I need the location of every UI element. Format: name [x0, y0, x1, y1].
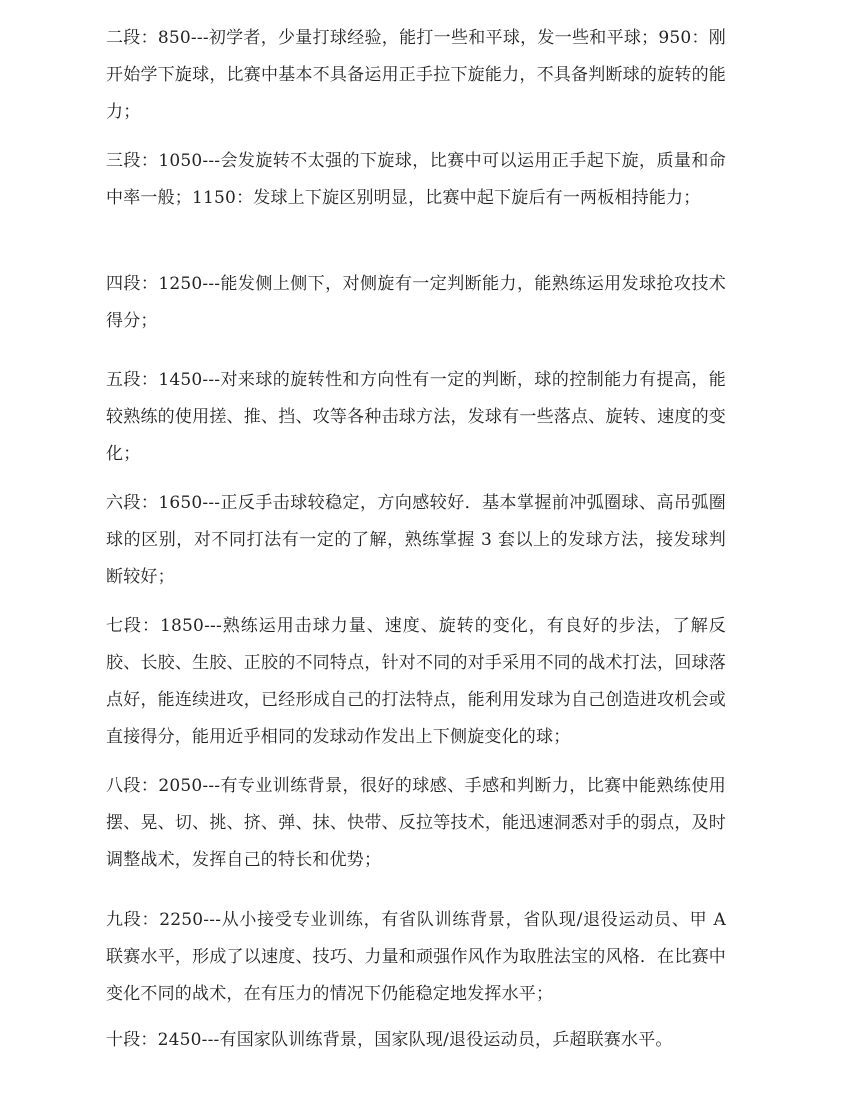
- level-6-description: 六段：1650---正反手击球较稳定，方向感较好．基本掌握前冲弧圈球、高吊弧圈球的区别，对不同打法有一定的了解，熟练掌握 3 套以上的发球方法，接发球判断较好；: [106, 493, 726, 587]
- level-7-description: 七段：1850---熟练运用击球力量、速度、旋转的变化，有良好的步法，了解反胶、长胶、生胶、正胶的不同特点，针对不同的对手采用不同的战术打法，回球落点好，能连续进攻，已经形成自己的打法特点，能利用发球为自己创造进攻机会或直接得分，能用近乎相同的发球动作发出上下侧旋变化的球；: [106, 616, 726, 747]
- level-9-description: 九段：2250---从小接受专业训练，有省队训练背景，省队现/退役运动员、甲 A 联赛水平，形成了以速度、技巧、力量和顽强作风作为取胜法宝的风格．在比赛中变化不同的战术，在有压力的情况下仍能稳定地发挥水平；: [106, 910, 726, 1004]
- level-5-description: 五段：1450---对来球的旋转性和方向性有一定的判断，球的控制能力有提高，能较熟练的使用搓、推、挡、攻等各种击球方法，发球有一些落点、旋转、速度的变化；: [106, 370, 726, 464]
- level-3-description: 三段：1050---会发旋转不太强的下旋球，比赛中可以运用正手起下旋，质量和命中率一般；1150：发球上下旋区别明显，比赛中起下旋后有一两板相持能力；: [106, 151, 726, 208]
- level-8-description: 八段：2050---有专业训练背景，很好的球感、手感和判断力，比赛中能熟练使用摆、晃、切、挑、挤、弹、抹、快带、反拉等技术，能迅速洞悉对手的弱点，及时调整战术，发挥自己的特长和优势；: [106, 776, 726, 870]
- level-2-description: 二段：850---初学者，少量打球经验，能打一些和平球，发一些和平球；950：刚开始学下旋球，比赛中基本不具备运用正手拉下旋能力，不具备判断球的旋转的能力；: [106, 28, 726, 122]
- level-4-description: 四段：1250---能发侧上侧下，对侧旋有一定判断能力，能熟练运用发球抢攻技术得分；: [106, 274, 726, 331]
- level-10-description: 十段：2450---有国家队训练背景，国家队现/退役运动员，乒超联赛水平。: [106, 1030, 673, 1050]
